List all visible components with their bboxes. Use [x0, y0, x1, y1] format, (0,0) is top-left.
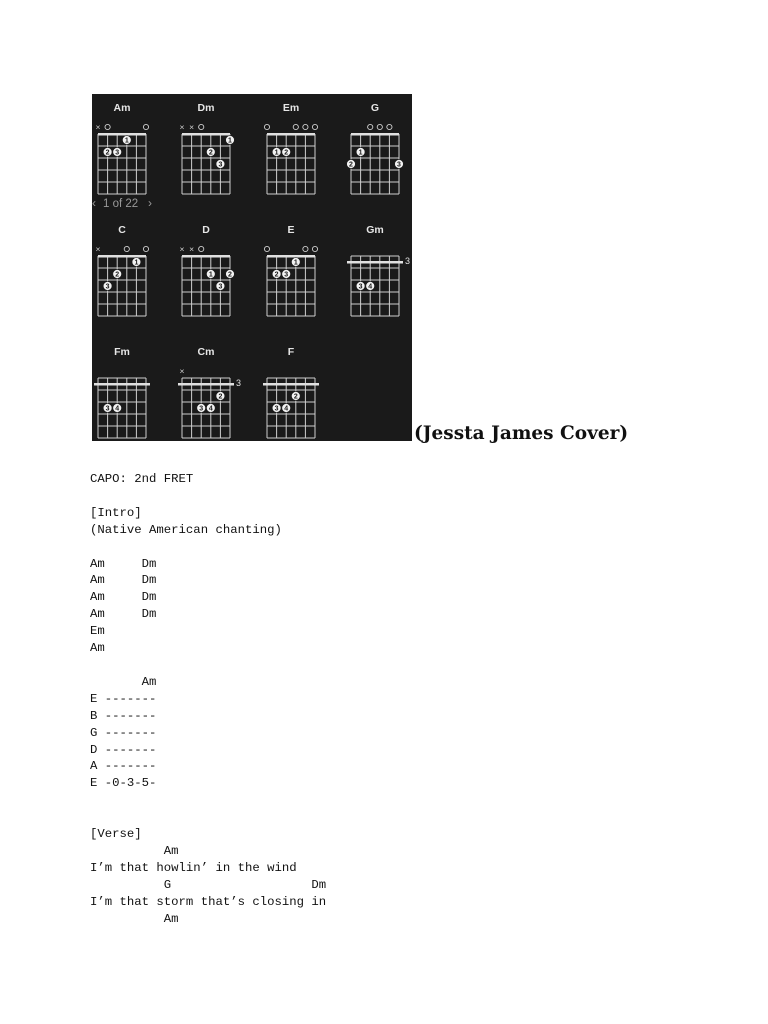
chord-chart-panel: [92, 94, 412, 441]
finger-number: 2: [115, 271, 120, 279]
open-string-icon: [312, 246, 317, 251]
finger-number: 2: [228, 271, 232, 279]
muted-string-icon: ×: [179, 244, 185, 254]
chord-name: G: [370, 102, 380, 114]
open-string-icon: [124, 246, 129, 251]
fret-number-label: 3: [236, 378, 242, 388]
chord-diagram-am: [96, 102, 149, 194]
open-string-icon: [264, 124, 269, 129]
finger-number: 3: [115, 149, 120, 157]
song-tab-text: CAPO: 2nd FRET [Intro] (Native American chanting) Am Dm Am Dm Am Dm Am Dm Em Am Am E ------- B ------- G ------- D ------- A ------- E -0-3-5- [Verse] Am I’m that howlin’ in the wind G Dm I’m that storm that’s closing in Am: [90, 472, 327, 926]
pager-prev-icon[interactable]: ‹: [92, 196, 96, 210]
chord-diagram-gm: [347, 224, 410, 316]
chord-diagram-c: [96, 224, 149, 316]
barre-bar: [347, 261, 403, 264]
finger-number: 4: [208, 405, 213, 413]
chord-name: D: [202, 224, 210, 236]
nut: [182, 133, 230, 136]
chord-name: Gm: [366, 224, 384, 236]
muted-string-icon: ×: [189, 122, 195, 132]
open-string-icon: [312, 124, 317, 129]
finger-number: 4: [115, 405, 120, 413]
finger-number: 3: [105, 405, 110, 413]
open-string-icon: [303, 124, 308, 129]
chord-diagram-dm: [180, 102, 235, 194]
finger-number: 2: [274, 271, 279, 279]
chord-diagrams: [92, 94, 412, 441]
chord-name: Am: [113, 102, 131, 114]
open-string-icon: [264, 246, 269, 251]
finger-number: 4: [284, 405, 289, 413]
chord-diagram-em: [264, 102, 317, 194]
muted-string-icon: ×: [95, 244, 101, 254]
finger-number: 2: [349, 161, 353, 169]
open-string-icon: [303, 246, 308, 251]
nut: [351, 133, 399, 136]
chord-diagram-e: [264, 224, 317, 316]
open-string-icon: [199, 246, 204, 251]
nut: [98, 255, 146, 258]
open-string-icon: [143, 124, 148, 129]
cover-title: (Jessta James Cover): [414, 423, 629, 444]
open-string-icon: [368, 124, 373, 129]
finger-number: 3: [358, 283, 363, 291]
chord-diagram-cm: [178, 346, 241, 438]
chord-diagram-fm: [94, 346, 150, 438]
open-string-icon: [105, 124, 110, 129]
finger-number: 3: [199, 405, 204, 413]
chord-name: E: [287, 224, 295, 236]
finger-number: 1: [274, 149, 279, 157]
finger-number: 2: [284, 149, 289, 157]
pager-next-icon[interactable]: ›: [148, 196, 152, 210]
barre-bar: [263, 383, 319, 386]
chord-name: F: [287, 346, 295, 358]
finger-number: 3: [274, 405, 279, 413]
finger-number: 3: [397, 161, 401, 169]
chord-diagram-d: [180, 224, 235, 316]
finger-number: 1: [228, 137, 232, 145]
open-string-icon: [199, 124, 204, 129]
open-string-icon: [377, 124, 382, 129]
chord-pager[interactable]: [92, 196, 152, 210]
finger-number: 4: [368, 283, 373, 291]
fret-number-label: 3: [405, 256, 411, 266]
pager-label: 1 of 22: [103, 198, 139, 210]
chord-diagram-f: [263, 346, 319, 438]
chord-name: C: [118, 224, 126, 236]
finger-number: 1: [208, 271, 213, 279]
finger-number: 1: [293, 259, 298, 267]
open-string-icon: [293, 124, 298, 129]
nut: [182, 255, 230, 258]
chord-name: Cm: [197, 346, 215, 358]
finger-number: 2: [208, 149, 213, 157]
barre-bar: [178, 383, 234, 386]
finger-number: 2: [293, 393, 298, 401]
finger-number: 2: [105, 149, 110, 157]
finger-number: 3: [284, 271, 289, 279]
muted-string-icon: ×: [189, 244, 195, 254]
nut: [267, 255, 315, 258]
chord-name: Fm: [114, 346, 130, 358]
finger-number: 1: [124, 137, 129, 145]
muted-string-icon: ×: [95, 122, 101, 132]
chord-name: Dm: [197, 102, 215, 114]
chord-name: Em: [282, 102, 300, 114]
nut: [267, 133, 315, 136]
finger-number: 2: [218, 393, 223, 401]
muted-string-icon: ×: [179, 366, 185, 376]
chord-diagram-g: [347, 102, 404, 194]
finger-number: 3: [218, 161, 223, 169]
open-string-icon: [143, 246, 148, 251]
open-string-icon: [387, 124, 392, 129]
muted-string-icon: ×: [179, 122, 185, 132]
finger-number: 3: [105, 283, 110, 291]
barre-bar: [94, 383, 150, 386]
finger-number: 1: [134, 259, 139, 267]
finger-number: 3: [218, 283, 223, 291]
nut: [98, 133, 146, 136]
finger-number: 1: [358, 149, 363, 157]
